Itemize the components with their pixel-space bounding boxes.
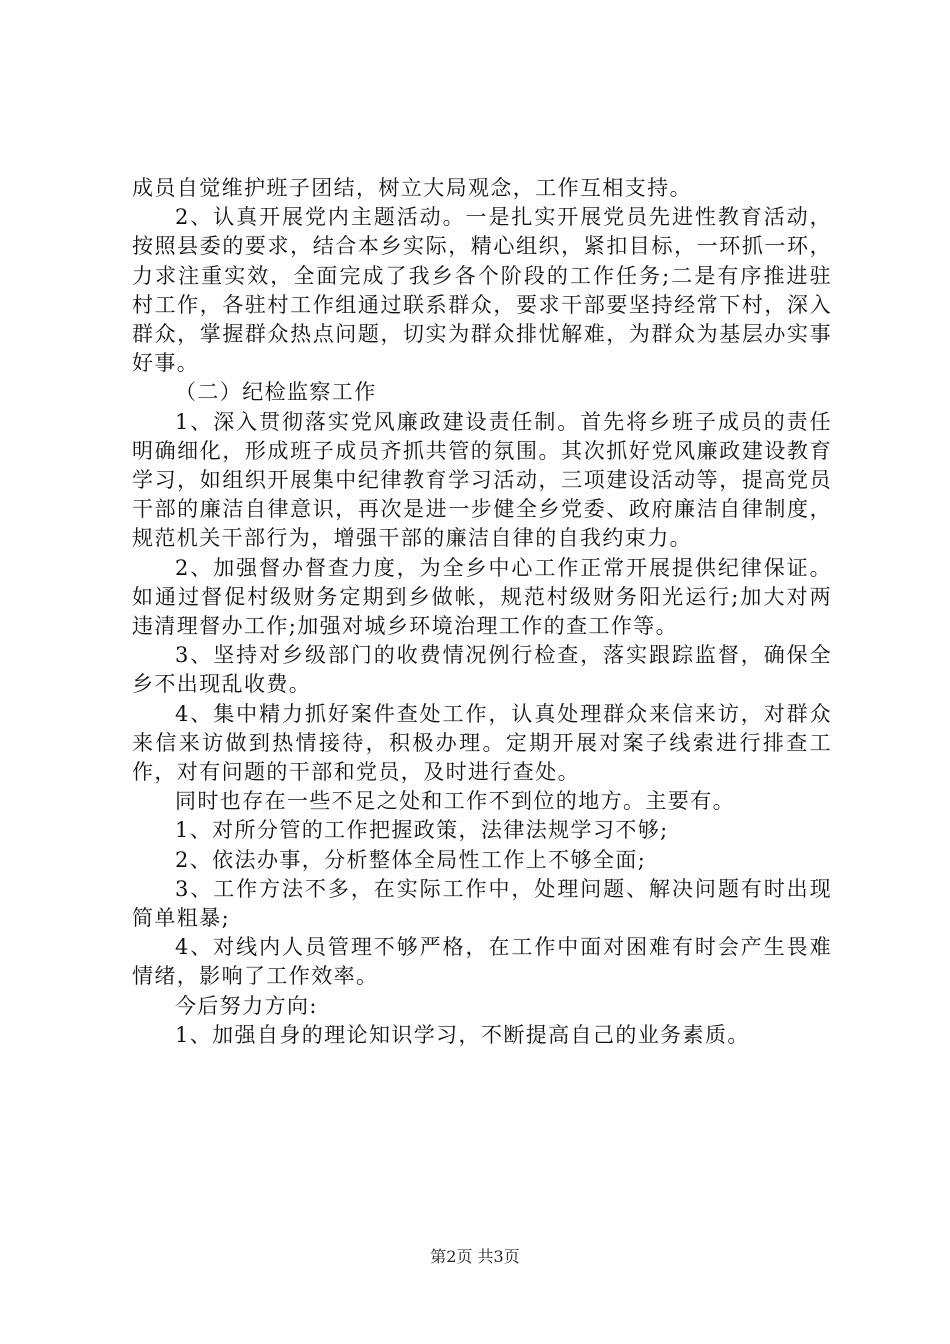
document-body [132, 174, 832, 1050]
page-number-footer: 第2页 共3页 [430, 1247, 520, 1266]
list-item: 4、对线内人员管理不够严格，在工作中面对困难有时会产生畏难情绪，影响了工作效率。 [132, 935, 832, 989]
list-item: 3、工作方法不多，在实际工作中，处理问题、解决问题有时出现简单粗暴; [132, 876, 832, 931]
paragraph: 今后努力方向: [175, 993, 318, 1018]
paragraph: 成员自觉维护班子团结，树立大局观念，工作互相支持。 [132, 176, 692, 200]
paragraph: 同时也存在一些不足之处和工作不到位的地方。主要有。 [175, 789, 735, 814]
paragraph: 2、加强督办督查力度，为全乡中心工作正常开展提供纪律保证。如通过督促村级财务定期到乡做帐，规范村级财务阳光运行;加大对两违清理督办工作;加强对城乡环境治理工作的查工作等。 [132, 555, 832, 639]
paragraph: 2、认真开展党内主题活动。一是扎实开展党员先进性教育活动，按照县委的要求，结合本乡实际，精心组织，紧扣目标，一环抓一环，力求注重实效，全面完成了我乡各个阶段的工作任务;二是有序推进驻村工作，各驻村工作组通过联系群众，要求干部要坚持经常下村，深入群众，掌握群众热点问题，切实为群众排忧解难，为群众为基层办实事好事。 [132, 205, 832, 376]
paragraph: 4、集中精力抓好案件查处工作，认真处理群众来信来访，对群众来信来访做到热情接待，积极办理。定期开展对案子线索进行排查工作，对有问题的干部和党员，及时进行查处。 [132, 701, 832, 785]
paragraph: 1、深入贯彻落实党风廉政建设责任制。首先将乡班子成员的责任明确细化，形成班子成员齐抓共管的氛围。其次抓好党风廉政建设教育学习，如组织开展集中纪律教育学习活动，三项建设活动等，提高党员干部的廉洁自律意识，再次是进一步健全乡党委、政府廉洁自律制度，规范机关干部行为，增强干部的廉洁自律的自我约束力。 [132, 409, 832, 551]
list-item: 2、依法办事，分析整体全局性工作上不够全面; [175, 847, 647, 872]
list-item: 1、加强自身的理论知识学习，不断提高自己的业务素质。 [175, 1022, 750, 1047]
paragraph: 3、坚持对乡级部门的收费情况例行检查，落实跟踪监督，确保全乡不出现乱收费。 [132, 643, 832, 697]
list-item: 1、对所分管的工作把握政策，法律法规学习不够; [175, 818, 669, 843]
section-heading: （二）纪检监察工作 [175, 380, 377, 405]
